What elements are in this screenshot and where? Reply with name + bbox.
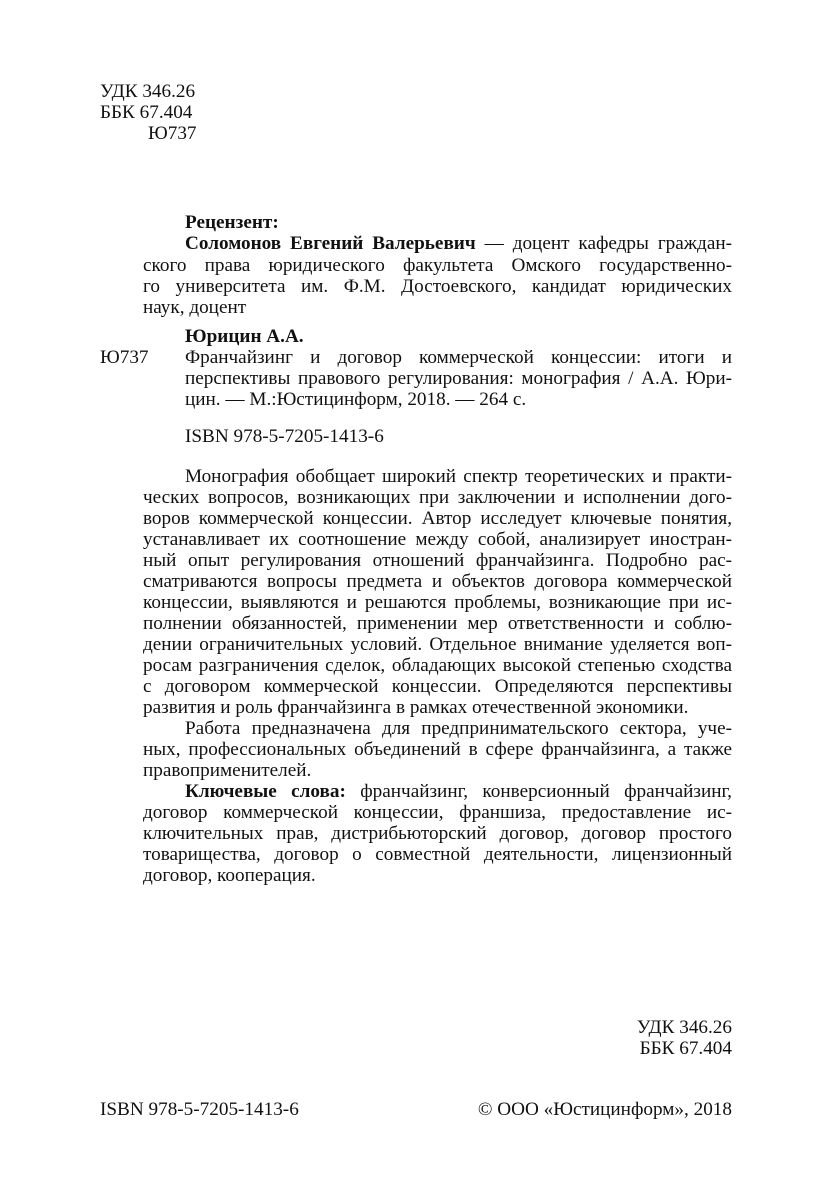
abstract-p1-line: полнении обязанностей, применении мер ответственности и соблю- xyxy=(143,613,732,634)
copyright: © ООО «Юстицинформ», 2018 xyxy=(477,1099,732,1120)
keywords-line: ключительных прав, дистрибьюторский договор, договор простого xyxy=(143,823,732,844)
abstract-p1-line: концессии, выявляются и решаются проблемы, возникающие при ис- xyxy=(143,592,732,613)
abstract-p1-line: дении ограничительных условий. Отдельное внимание уделяется воп- xyxy=(143,634,732,655)
reviewer-name: Соломонов Евгений Валерьевич xyxy=(185,233,476,254)
isbn-bottom: ISBN 978-5-7205-1413-6 xyxy=(100,1099,299,1120)
reviewer-line-3: го университета им. Ф.М. Достоевского, кандидат юридических xyxy=(143,276,732,297)
reviewer-line-2: ского права юридического факультета Омского государственно- xyxy=(143,255,732,276)
biblio-line-1: Франчайзинг и договор коммерческой концессии: итоги и xyxy=(185,347,732,368)
abstract-p1-line: с договором коммерческой концессии. Определяются перспективы xyxy=(143,676,732,697)
udk-code-bottom: УДК 346.26 xyxy=(636,1017,732,1038)
keywords-line: договор, кооперация. xyxy=(143,865,316,886)
reviewer-heading: Рецензент: xyxy=(185,212,279,233)
biblio-author: Юрицин А.А. xyxy=(185,326,304,347)
abstract-p1-line: воров коммерческой концессии. Автор исследует ключевые понятия, xyxy=(143,508,732,529)
biblio-isbn: ISBN 978-5-7205-1413-6 xyxy=(185,426,384,447)
abstract-p1-line: устанавливает их соотношение между собой, анализирует иностран- xyxy=(143,529,732,550)
reviewer-line-1 xyxy=(185,234,732,253)
keywords-line-1-rest: франчайзинг, конверсионный франчайзинг, xyxy=(345,781,732,802)
abstract-p1-line: сматриваются вопросы предмета и объектов договора коммерческой xyxy=(143,571,732,592)
abstract-p1-line: ческих вопросов, возникающих при заключении и исполнении дого- xyxy=(143,487,732,508)
keywords-line: товарищества, договор о совместной деятельности, лицензионный xyxy=(143,844,732,865)
abstract-p1-line: росам разграничения сделок, обладающих высокой степенью сходства xyxy=(143,655,732,676)
abstract-p2-line: правоприменителей. xyxy=(143,760,312,781)
author-mark-top: Ю737 xyxy=(148,123,197,144)
abstract-p1-line: развития и роль франчайзинга в рамках отечественной экономики. xyxy=(143,697,689,718)
reviewer-line-1-rest: — доцент кафедры граждан- xyxy=(475,233,732,254)
keywords-line: договор коммерческой концессии, франшиза, предоставление ис- xyxy=(143,802,732,823)
bbk-code-bottom: ББК 67.404 xyxy=(639,1038,732,1059)
keywords-line-1 xyxy=(185,782,732,801)
biblio-line-3: цин. — М.:Юстицинформ, 2018. — 264 с. xyxy=(185,389,527,410)
bbk-code-top: ББК 67.404 xyxy=(100,102,193,123)
udk-code-top: УДК 346.26 xyxy=(100,81,196,102)
abstract-p2-line: Работа предназначена для предпринимательского сектора, уче- xyxy=(185,718,732,739)
abstract-p1-line: Монография обобщает широкий спектр теоретических и практи- xyxy=(185,466,732,487)
reviewer-line-4: наук, доцент xyxy=(143,297,247,318)
biblio-line-2: перспективы правового регулирования: монография / А.А. Юри- xyxy=(185,368,732,389)
keywords-label: Ключевые слова: xyxy=(185,781,346,802)
biblio-mark: Ю737 xyxy=(100,347,149,368)
abstract-p2-line: ных, профессиональных объединений в сфере франчайзинга, а также xyxy=(143,739,732,760)
abstract-p1-line: ный опыт регулирования отношений франчайзинга. Подробно рас- xyxy=(143,550,732,571)
